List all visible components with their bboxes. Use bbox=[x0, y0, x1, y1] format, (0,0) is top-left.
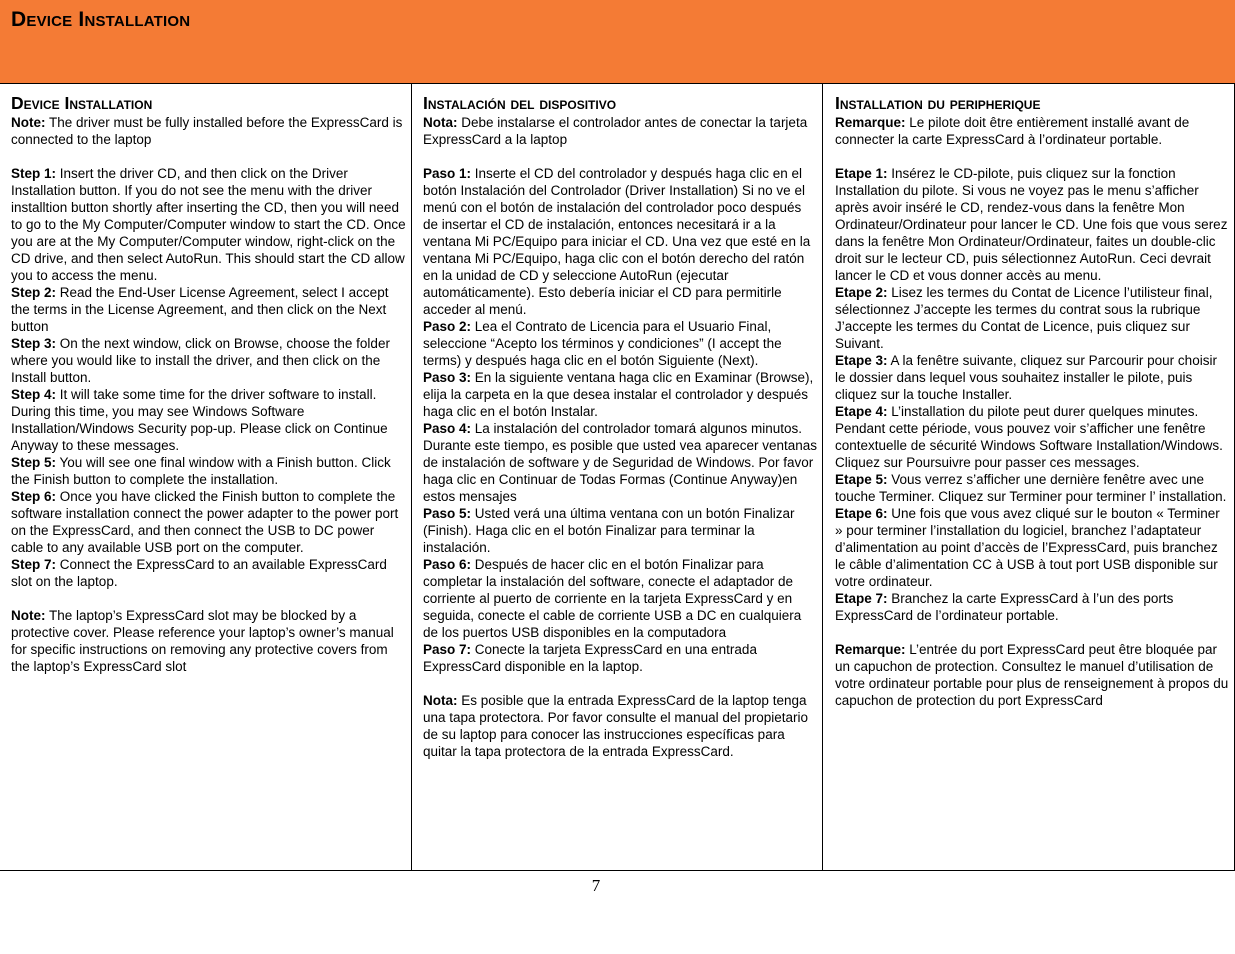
step-label: Paso 3: bbox=[423, 370, 472, 385]
instruction-paragraph bbox=[11, 335, 406, 386]
step-text: You will see one final window with a Finish button. Click the Finish button to complete the installation. bbox=[11, 455, 391, 487]
step-label: Paso 1: bbox=[423, 166, 472, 181]
instruction-paragraph bbox=[835, 352, 1229, 403]
step-text: Lisez les termes du Contat de Licence l’utilisteur final, sélectionnez J’accepte les termes du contrat sous la rubrique J’accepte les termes du Contat de Licence, puis cliquez sur Suivant. bbox=[835, 285, 1213, 351]
step-text: Read the End-User License Agreement, select I accept the terms in the License Agreement, and then click on the Next button bbox=[11, 285, 389, 334]
instruction-paragraph bbox=[835, 641, 1229, 709]
step-text: Usted verá una última ventana con un botón Finalizar (Finish). Haga clic en el botón Finalizar para terminar la instalación. bbox=[423, 506, 795, 555]
step-label: Paso 6: bbox=[423, 557, 472, 572]
step-text: Branchez la carte ExpressCard à l’un des ports ExpressCard de l’ordinateur portable. bbox=[835, 591, 1174, 623]
step-text: A la fenêtre suivante, cliquez sur Parcourir pour choisir le dossier dans lequel vous souhaitez installer le pilote, puis cliquez sur la touche Installer. bbox=[835, 353, 1217, 402]
step-label: Etape 2: bbox=[835, 285, 888, 300]
instruction-paragraph bbox=[11, 556, 406, 590]
instruction-paragraph bbox=[11, 607, 406, 675]
instruction-paragraph bbox=[835, 590, 1229, 624]
step-text: La instalación del controlador tomará algunos minutos. Durante este tiempo, es posible que usted vea aparecer ventanas de instalación de software y de Seguridad de Windows. Por favor haga clic en Continuar de Todas Formas (Continue Anyway)en estos mensajes bbox=[423, 421, 817, 504]
paragraph-spacer bbox=[835, 624, 1229, 641]
instruction-paragraph bbox=[835, 114, 1229, 148]
step-text: The laptop’s ExpressCard slot may be blocked by a protective cover. Please reference your laptop’s owner’s manual for specific instructions on removing any protective covers from the laptop’s ExpressCard slot bbox=[11, 608, 394, 674]
instruction-paragraph bbox=[11, 488, 406, 556]
step-text: Insérez le CD-pilote, puis cliquez sur la fonction Installation du pilote. Si vous ne voyez pas le menu s’afficher après avoir inséré le CD, rendez-vous dans la fenêtre Mon Ordinateur/Ordinateur pour lancer le CD. Une fois que vous serez dans la fenêtre Mon Ordinateur/Ordinateur, faites un double-clic droit sur le lecteur CD, puis sélectionnez AutoRun. Ceci devrait lancer le CD et vous donner accès au menu. bbox=[835, 166, 1228, 283]
step-label: Nota: bbox=[423, 115, 458, 130]
instruction-paragraph bbox=[835, 403, 1229, 471]
step-label: Note: bbox=[11, 608, 46, 623]
step-label: Step 5: bbox=[11, 455, 57, 470]
step-text: Once you have clicked the Finish button to complete the software installation connect the power adapter to the power port on the ExpressCard, and then connect the USB to DC power cable to any available USB port on the computer. bbox=[11, 489, 399, 555]
step-text: Debe instalarse el controlador antes de conectar la tarjeta ExpressCard a la laptop bbox=[423, 115, 808, 147]
step-label: Remarque: bbox=[835, 642, 906, 657]
column-english bbox=[0, 84, 411, 870]
instruction-paragraph bbox=[423, 318, 817, 369]
column-body bbox=[423, 114, 817, 760]
step-text: L’entrée du port ExpressCard peut être bloquée par un capuchon de protection. Consultez le manuel d’utilisation de votre ordinateur portable pour plus de renseignement à propos du capuchon de protection du port ExpressCard bbox=[835, 642, 1229, 708]
step-label: Paso 5: bbox=[423, 506, 472, 521]
step-label: Step 2: bbox=[11, 285, 57, 300]
paragraph-spacer bbox=[423, 148, 817, 165]
step-text: It will take some time for the driver software to install. During this time, you may see Windows Software Installation/Windows Security pop-up. Please click on Continue Anyway to these messages. bbox=[11, 387, 388, 453]
step-label: Nota: bbox=[423, 693, 458, 708]
instruction-paragraph bbox=[11, 454, 406, 488]
three-language-columns bbox=[0, 84, 1235, 871]
column-body bbox=[11, 114, 406, 675]
step-label: Step 4: bbox=[11, 387, 57, 402]
step-label: Etape 5: bbox=[835, 472, 888, 487]
step-text: Conecte la tarjeta ExpressCard en una entrada ExpressCard disponible en la laptop. bbox=[423, 642, 757, 674]
instruction-paragraph bbox=[11, 165, 406, 284]
step-label: Step 6: bbox=[11, 489, 57, 504]
step-label: Etape 3: bbox=[835, 353, 888, 368]
instruction-paragraph bbox=[423, 114, 817, 148]
page-title: Device Installation bbox=[11, 8, 191, 31]
instruction-paragraph bbox=[423, 420, 817, 505]
step-label: Paso 2: bbox=[423, 319, 472, 334]
instruction-paragraph bbox=[11, 114, 406, 148]
paragraph-spacer bbox=[11, 590, 406, 607]
step-text: Insert the driver CD, and then click on the Driver Installation button. If you do not see the menu with the driver installtion button shortly after inserting the CD, then you will need to go to the My Computer/Computer window to start the CD. Once you are at the My Computer/Computer window, right-click on the CD drive, and then select AutoRun. This should start the CD allow you to access the menu. bbox=[11, 166, 406, 283]
column-body bbox=[835, 114, 1229, 709]
column-spanish bbox=[411, 84, 822, 870]
instruction-paragraph bbox=[423, 505, 817, 556]
step-text: On the next window, click on Browse, choose the folder where you would like to install the driver, and then click on the Install button. bbox=[11, 336, 390, 385]
step-text: Es posible que la entrada ExpressCard de la laptop tenga una tapa protectora. Por favor consulte el manual del propietario de su laptop para conocer las instrucciones específicas para quitar la tapa protectora de la entrada ExpressCard. bbox=[423, 693, 808, 759]
step-label: Etape 1: bbox=[835, 166, 888, 181]
step-label: Etape 7: bbox=[835, 591, 888, 606]
column-heading: Installation du peripherique bbox=[835, 93, 1041, 113]
paragraph-spacer bbox=[11, 148, 406, 165]
step-label: Step 7: bbox=[11, 557, 57, 572]
page-number: 7 bbox=[591, 876, 601, 895]
step-label: Step 1: bbox=[11, 166, 57, 181]
step-label: Note: bbox=[11, 115, 46, 130]
header-banner bbox=[0, 0, 1235, 84]
step-text: The driver must be fully installed before the ExpressCard is connected to the laptop bbox=[11, 115, 403, 147]
step-label: Etape 6: bbox=[835, 506, 888, 521]
instruction-paragraph bbox=[11, 386, 406, 454]
step-text: Lea el Contrato de Licencia para el Usuario Final, seleccione “Acepto los términos y condiciones” (I accept the terms) y después haga clic en el botón Siguiente (Next). bbox=[423, 319, 782, 368]
step-label: Paso 4: bbox=[423, 421, 472, 436]
instruction-paragraph bbox=[835, 284, 1229, 352]
step-text: Le pilote doit être entièrement installé avant de connecter la carte ExpressCard à l’ordinateur portable. bbox=[835, 115, 1190, 147]
step-text: Connect the ExpressCard to an available ExpressCard slot on the laptop. bbox=[11, 557, 387, 589]
step-text: Vous verrez s’afficher une dernière fenêtre avec une touche Terminer. Cliquez sur Terminer pour terminer l’ installation. bbox=[835, 472, 1227, 504]
instruction-paragraph bbox=[423, 165, 817, 318]
instruction-paragraph bbox=[423, 369, 817, 420]
step-text: Inserte el CD del controlador y después haga clic en el botón Instalación del Controlador (Driver Installation) Si no ve el menú con el botón de instalación del controlador poco después de insertar el CD de instalación, entonces necesitará ir a la ventana Mi PC/Equipo para iniciar el CD. Una vez que esté en la ventana Mi PC/Equipo, haga clic con el botón derecho del ratón en la unidad de CD y seleccione AutoRun (ejecutar automáticamente). Esto debería iniciar el CD para permitirle acceder al menú. bbox=[423, 166, 811, 317]
instruction-paragraph bbox=[835, 505, 1229, 590]
step-label: Etape 4: bbox=[835, 404, 888, 419]
step-label: Step 3: bbox=[11, 336, 57, 351]
column-heading: Device Installation bbox=[11, 93, 153, 113]
instruction-paragraph bbox=[423, 556, 817, 641]
paragraph-spacer bbox=[423, 675, 817, 692]
step-text: En la siguiente ventana haga clic en Examinar (Browse), elija la carpeta en la que desea instalar el controlador y después haga clic en el botón Instalar. bbox=[423, 370, 814, 419]
step-text: L’installation du pilote peut durer quelques minutes. Pendant cette période, vous pouvez voir s’afficher une fenêtre contextuelle de sécurité Windows Software Installation/Windows. Cliquez sur Poursuivre pour passer ces messages. bbox=[835, 404, 1223, 470]
instruction-paragraph bbox=[11, 284, 406, 335]
paragraph-spacer bbox=[835, 148, 1229, 165]
step-text: Después de hacer clic en el botón Finalizar para completar la instalación del software, conecte el adaptador de corriente al puerto de corriente en la tarjeta ExpressCard y en seguida, conecte el cable de corriente USB a DC en cualquiera de los puertos USB disponibles en la computadora bbox=[423, 557, 802, 640]
step-label: Remarque: bbox=[835, 115, 906, 130]
step-text: Une fois que vous avez cliqué sur le bouton « Terminer » pour terminer l’installation du logiciel, branchez l’adaptateur d’alimentation au point d’accès de l’ExpressCard, puis branchez le câble d’alimentation CC à USB à tout port USB disponible sur votre ordinateur. bbox=[835, 506, 1220, 589]
instruction-paragraph bbox=[835, 471, 1229, 505]
instruction-paragraph bbox=[423, 692, 817, 760]
instruction-paragraph bbox=[835, 165, 1229, 284]
instruction-paragraph bbox=[423, 641, 817, 675]
step-label: Paso 7: bbox=[423, 642, 472, 657]
column-heading: Instalación del dispositivo bbox=[423, 93, 617, 113]
column-french bbox=[822, 84, 1235, 870]
